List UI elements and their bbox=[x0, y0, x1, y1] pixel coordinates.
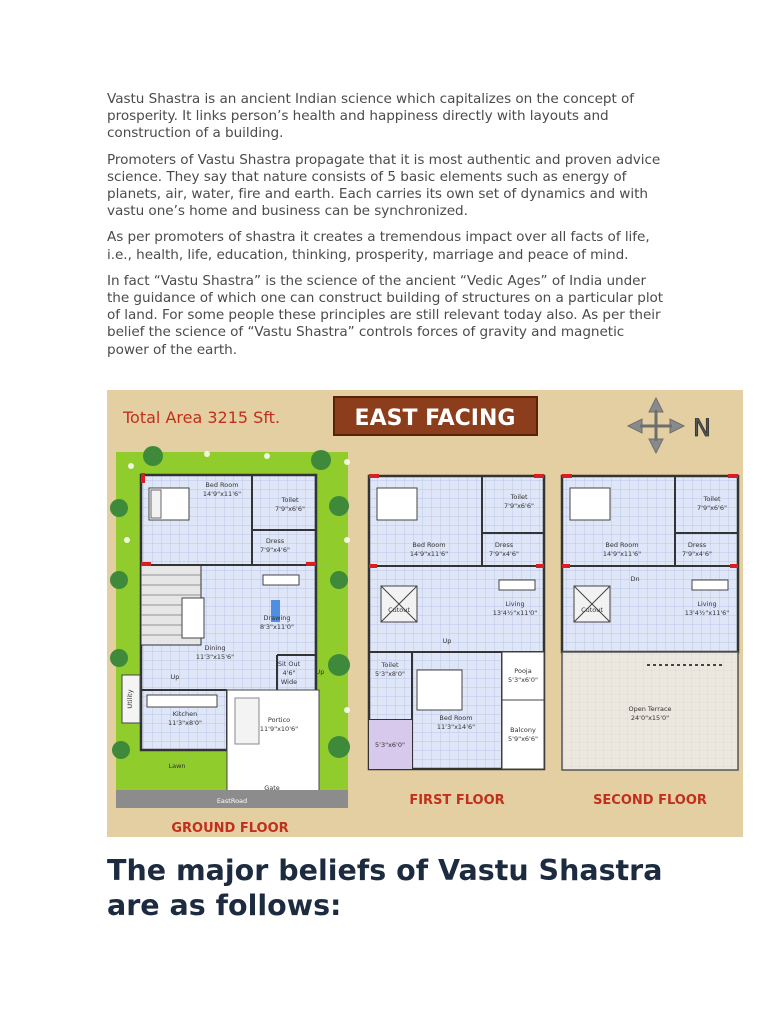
gf-dining-label: Dining bbox=[204, 644, 226, 652]
first-floor-label: FIRST FLOOR bbox=[409, 793, 505, 808]
ff-dress-label: Dress bbox=[494, 541, 514, 549]
article-body bbox=[107, 91, 667, 368]
ff-bed-room2-label: Bed Room bbox=[439, 714, 473, 722]
sf-bed-room-size: 14'9"x11'6" bbox=[602, 550, 642, 558]
sf-living-size: 13'4½"x11'6" bbox=[684, 609, 730, 617]
ff-toilet-label: Toilet bbox=[510, 493, 528, 501]
sf-bed-room-label: Bed Room bbox=[605, 541, 639, 549]
gf-up-right-label: Up bbox=[315, 668, 325, 676]
ff-cutout-label: Cutout bbox=[388, 606, 410, 614]
banner-text: EAST FACING bbox=[354, 406, 516, 431]
gf-sit-out-note: Wide bbox=[280, 678, 298, 686]
sf-open-terrace-label: Open Terrace bbox=[628, 705, 672, 713]
gf-dress-label: Dress bbox=[265, 537, 285, 545]
ff-toilet2-size: 5'3"x8'0" bbox=[375, 670, 405, 678]
ff-balcony-label: Balcony bbox=[510, 726, 536, 734]
ff-toilet2-label: Toilet bbox=[381, 661, 399, 669]
gf-portico-label: Portico bbox=[267, 716, 291, 724]
ff-bed-room-label: Bed Room bbox=[412, 541, 446, 549]
ff-up-label: Up bbox=[442, 637, 452, 645]
gf-toilet-label: Toilet bbox=[281, 496, 299, 504]
sf-living-label: Living bbox=[697, 600, 717, 608]
paragraph-impact: As per promoters of shastra it creates a tremendous impact over all facts of life, i.e., health, life, education, thinking, prosperity, marriage and peace of mind. bbox=[107, 229, 650, 263]
ff-balcony-size: 5'9"x6'6" bbox=[508, 735, 538, 743]
first-floor-plan bbox=[369, 474, 544, 808]
paragraph-intro: Vastu Shastra is an ancient Indian science which capitalizes on the concept of prosperity. It links person’s health and happiness directly with layouts and construction of a building. bbox=[107, 91, 635, 142]
gf-kitchen-label: Kitchen bbox=[172, 710, 198, 718]
ground-floor-plan bbox=[110, 446, 350, 836]
gf-bed-room-label: Bed Room bbox=[205, 481, 239, 489]
ff-living-size: 13'4½"x11'0" bbox=[492, 609, 538, 617]
gf-up-label: Up bbox=[170, 673, 180, 681]
gf-portico-size: 11'9"x10'6" bbox=[259, 725, 299, 733]
ground-floor-label: GROUND FLOOR bbox=[171, 821, 289, 836]
sf-dn-label: Dn bbox=[630, 575, 640, 583]
compass-icon bbox=[628, 398, 684, 453]
sf-dress-size: 7'9"x4'6" bbox=[682, 550, 712, 558]
second-floor-label: SECOND FLOOR bbox=[593, 793, 707, 808]
ff-dress-size: 7'9"x4'6" bbox=[489, 550, 519, 558]
ff-toilet-size: 7'9"x6'6" bbox=[504, 502, 534, 510]
gf-gate-label: Gate bbox=[264, 784, 280, 792]
paragraph-vedic: In fact “Vastu Shastra” is the science of the ancient “Vedic Ages” of India under the guidance of which one can construct building of structures on a particular plot of land. For some people these principles are still relevant today also. As per their belief the science of “Vastu Shastra” controls forces of gravity and magnetic power of the earth. bbox=[107, 272, 664, 358]
gf-kitchen-size: 11'3"x8'0" bbox=[167, 719, 203, 727]
sf-toilet-size: 7'9"x6'6" bbox=[697, 504, 727, 512]
gf-sit-out-size: 4'6" bbox=[282, 669, 296, 677]
gf-dining-size: 11'3"x15'6" bbox=[195, 653, 235, 661]
total-area-label: Total Area 3215 Sft. bbox=[123, 408, 281, 427]
gf-bed-room-size: 14'9"x11'6" bbox=[202, 490, 242, 498]
ff-pooja-label: Pooja bbox=[514, 667, 532, 675]
sf-toilet-label: Toilet bbox=[703, 495, 721, 503]
gf-toilet-size: 7'9"x6'6" bbox=[275, 505, 305, 513]
section-heading: The major beliefs of Vastu Shastra are as follows: bbox=[107, 854, 663, 922]
gf-drawing-size: 8'3"x11'0" bbox=[259, 623, 295, 631]
ff-living-label: Living bbox=[505, 600, 525, 608]
sf-cutout-label: Cutout bbox=[581, 606, 603, 614]
east-facing-banner bbox=[334, 397, 537, 435]
ff-pooja-size: 5'3"x6'0" bbox=[508, 676, 538, 684]
gf-dress-size: 7'9"x4'6" bbox=[260, 546, 290, 554]
paragraph-elements: Promoters of Vastu Shastra propagate that it is most authentic and proven advice science. They say that nature consists of 5 basic elements such as energy of planets, air, water, fire and earth. Each carries its own set of dynamics and with vastu one’s home and business can be synchronized. bbox=[107, 151, 661, 220]
gf-sit-out-label: Sit Out bbox=[277, 660, 301, 668]
sf-dress-label: Dress bbox=[687, 541, 707, 549]
ff-small-size: 5'3"x6'0" bbox=[375, 741, 405, 749]
floor-plan-image bbox=[107, 390, 743, 837]
second-floor-plan bbox=[562, 474, 738, 808]
north-label: N bbox=[693, 414, 711, 442]
ff-bed-room-size: 14'9"x11'6" bbox=[409, 550, 449, 558]
gf-road-label: EastRoad bbox=[216, 797, 248, 805]
gf-utility-label: Utility bbox=[126, 689, 134, 709]
sf-open-terrace-size: 24'0"x15'0" bbox=[630, 714, 670, 722]
gf-lawn-label: Lawn bbox=[168, 762, 186, 770]
ff-bed-room2-size: 11'3"x14'6" bbox=[436, 723, 476, 731]
gf-drawing-label: Drawing bbox=[263, 614, 291, 622]
